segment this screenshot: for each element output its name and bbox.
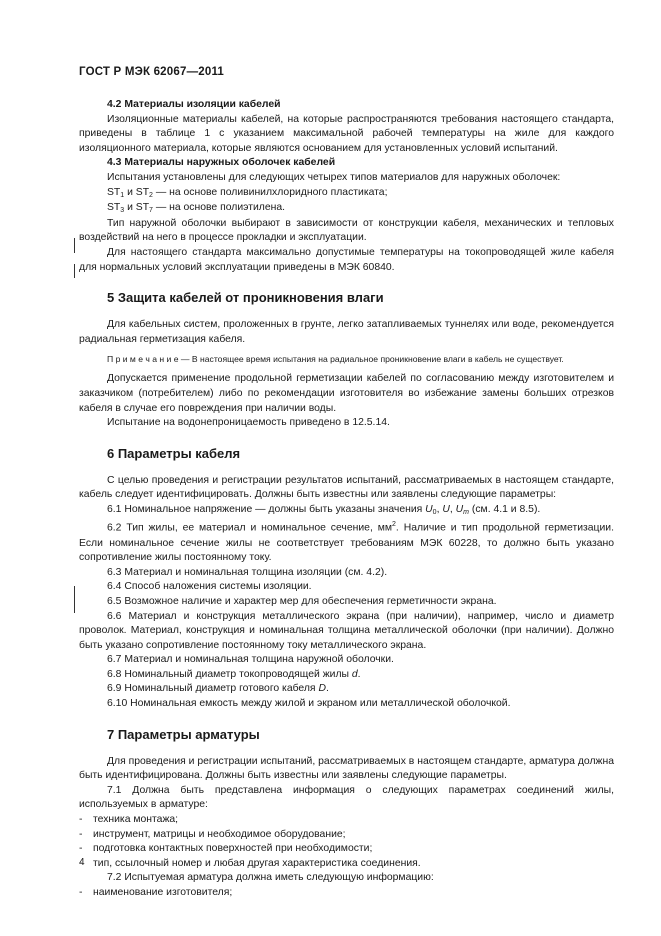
change-bar — [74, 586, 75, 613]
item-6-7: 6.7 Материал и номинальная толщина наружной оболочки. — [107, 654, 394, 666]
list-line: ST1 и ST2 — на основе поливинилхлоридного пластиката; — [107, 186, 388, 199]
paragraph: Изоляционные материалы кабелей, на которые распространяются требования настоящего стандарта, приведены в таблице 1 с указанием максимальной рабочей температуры на жиле для каждого изоляционного материала, которые являются основанием для установленных условий испытаний. — [79, 113, 614, 154]
paragraph: Испытания установлены для следующих четырех типов материалов для наружных оболочек: — [107, 171, 561, 183]
item-6-8: 6.8 Номинальный диаметр токопроводящей жилы d. — [107, 668, 361, 680]
paragraph: Испытание на водонепроницаемость приведено в 12.5.14. — [107, 417, 390, 429]
note: П р и м е ч а н и е — В настоящее время испытания на радиальное проникновение влаги в кабель не существует. — [107, 354, 564, 365]
page-number: 4 — [79, 857, 85, 868]
item-6-5: 6.5 Возможное наличие и характер мер для обеспечения герметичности экрана. — [107, 595, 497, 607]
page-header: ГОСТ Р МЭК 62067—2011 — [79, 66, 225, 78]
item-7-2: 7.2 Испытуемая арматура должна иметь следующую информацию: — [107, 872, 434, 884]
list-item: - подготовка контактных поверхностей при необходимости; — [79, 842, 614, 857]
list-item: - наименование изготовителя; — [79, 886, 614, 901]
paragraph: С целью проведения и регистрации результатов испытаний, рассматриваемых в настоящем стандарте, кабель следует идентифицировать. Должны быть известны или заявлены следующие параметры: — [79, 474, 614, 501]
paragraph: Для настоящего стандарта максимально допустимые температуры на токопроводящей жиле кабеля для нормальных условий эксплуатации приведены в МЭК 60840. — [79, 246, 614, 273]
item-6-2: 6.2 Тип жилы, ее материал и номинальное сечение, $мм^2$. Наличие и тип продольной герметизации. Если номинальное сечение жилы не соответствует требованиям МЭК 60228, то должно быть указано сопротивление жилы постоянному току. — [79, 521, 614, 564]
section-6-heading: 6 Параметры кабеля — [107, 445, 241, 461]
list-item: - инструмент, матрицы и необходимое оборудование; — [79, 828, 614, 843]
paragraph: Тип наружной оболочки выбирают в зависимости от конструкции кабеля, механических и тепловых воздействий на него в процессе прокладки и эксплуатации. — [79, 217, 614, 244]
section-5-heading: 5 Защита кабелей от проникновения влаги — [107, 290, 384, 306]
item-6-6: 6.6 Материал и конструкция металлического экрана (при наличии), например, число и диаметр проволок. Материал, конструкция и номинальная толщина металлической оболочки (при наличии). Должно быть указано сопротивление постоянному току металлического экрана. — [79, 610, 614, 651]
section-4-3-title: 4.3 Материалы наружных оболочек кабелей — [107, 157, 336, 169]
paragraph: Для кабельных систем, проложенных в грунте, легко затапливаемых туннелях или воде, рекомендуется радиальная герметизация кабеля. — [79, 319, 614, 345]
list-item: - техника монтажа; — [79, 813, 614, 828]
section-7-heading: 7 Параметры арматуры — [107, 726, 260, 742]
item-6-3: 6.3 Материал и номинальная толщина изоляции (см. 4.2). — [107, 566, 388, 578]
list-item: - тип, ссылочный номер и любая другая характеристика соединения. — [79, 857, 614, 872]
item-6-1: 6.1 Номинальное напряжение — должны быть указаны значения U0, U, Um (см. 4.1 и 8.5). — [107, 503, 541, 516]
paragraph: Допускается применение продольной герметизации кабелей по согласованию между изготовителем и заказчиком (потребителем) либо по рекомендации изготовителя во избежание замены больших отрезков кабеля в случае его повреждения при наличии воды. — [79, 373, 614, 414]
paragraph: Для проведения и регистрации испытаний, рассматриваемых в настоящем стандарте, арматура должна быть идентифицирована. Должны быть известны или заявлены следующие параметры. — [79, 755, 614, 782]
item-6-10: 6.10 Номинальная емкость между жилой и экраном или металлической оболочкой. — [107, 698, 511, 710]
section-4-2-title: 4.2 Материалы изоляции кабелей — [107, 99, 281, 110]
document-body — [79, 98, 614, 901]
list-line: ST3 и ST7 — на основе полиэтилена. — [107, 202, 286, 215]
item-6-4: 6.4 Способ наложения системы изоляции. — [107, 581, 312, 593]
change-bar — [74, 264, 75, 278]
item-6-9: 6.9 Номинальный диаметр готового кабеля D. — [107, 683, 329, 695]
item-7-1: 7.1 Должна быть представлена информация о следующих параметрах соединений жилы, используемых в арматуре: — [79, 784, 614, 811]
change-bar — [74, 238, 75, 253]
